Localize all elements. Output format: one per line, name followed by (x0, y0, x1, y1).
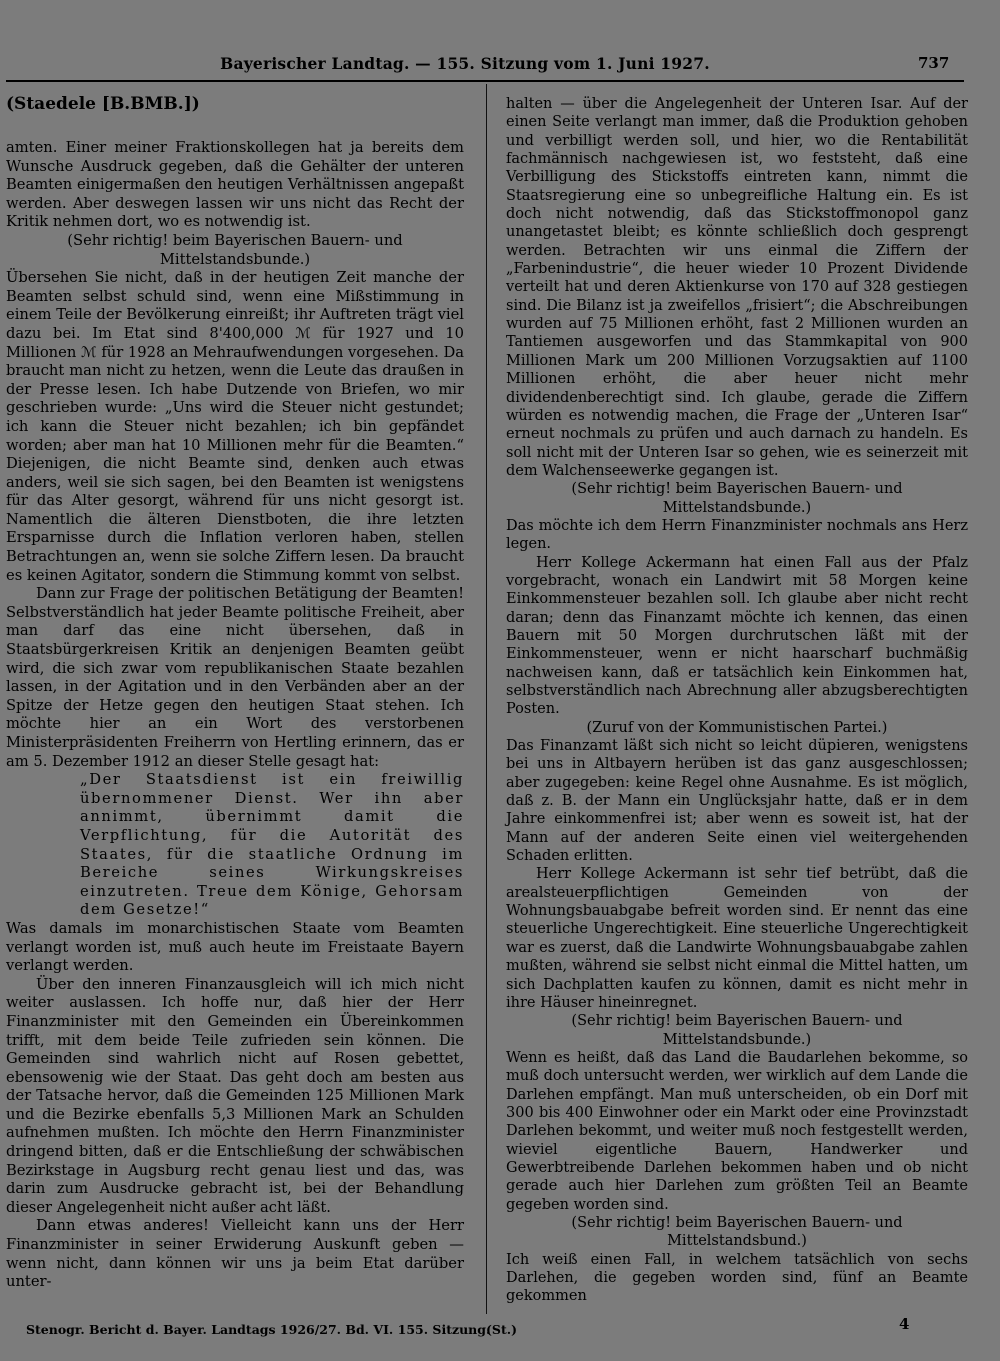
interjection: (Sehr richtig! beim Bayerischen Bauern- und Mittelstandsbunde.) (67, 231, 403, 268)
running-header (0, 54, 1000, 80)
interjection: (Sehr richtig! beim Bayerischen Bauern- und Mittelstandsbund.) (571, 1214, 903, 1250)
footer-source: Stenogr. Bericht d. Bayer. Landtags 1926/27. Bd. VI. 155. Sitzung. (26, 1322, 491, 1337)
paragraph: halten — über die Angelegenheit der Unteren Isar. Auf der einen Seite verlangt man immer, daß die Produktion gehoben und verbilligt werden soll, und hier, wo die Rentabilität fachmännisch nachgewiesen ist, wo feststeht, daß eine Verbilligung des Stickstoffs eintreten kann, nimmt die Staatsregierung eine so unbegreifliche Haltung ein. Es ist doch nicht notwendig, daß das Stickstoffmonopol ganz unangetastet bleibt; es könnte schließlich doch gesprengt werden. Betrachten wir uns einmal die Ziffern der „Farbenindustrie“, die heuer wieder 10 Prozent Dividende verteilt hat und deren Aktienkurse von 170 auf 328 gestiegen sind. Die Bilanz ist ja zweifellos „frisiert“; die Abschreibungen wurden auf 75 Millionen erhöht, fast 2 Millionen wurden an Tantiemen ausgeworfen und das Stammkapital von 900 Millionen Mark um 200 Millionen Vorzugsaktien auf 1100 Millionen erhöht, die aber heuer nicht mehr dividendenberechtigt sind. Ich glaube, gerade die Ziffern würden es notwendig machen, die Frage der „Unteren Isar“ erneut nochmals zu prüfen und auch darnach zu handeln. Es soll nicht mit der Unteren Isar so gehen, wie es seinerzeit mit dem Walchenseewerke gegangen ist. (506, 96, 968, 479)
page-footer (6, 1315, 966, 1344)
page-number: 737 (918, 54, 950, 72)
paragraph: Was damals im monarchistischen Staate vom Beamten verlangt worden ist, muß auch heute im Freistaate Bayern verlangt werden. (6, 919, 464, 975)
quotation: „Der Staatsdienst ist ein freiwillig übernommener Dienst. Wer ihn aber annimmt, übernimmt damit die Verpflichtung, für die Autorität des Staates, für die staatliche Ordnung im Bereiche seines Wirkungskreises einzutreten. Treue dem Könige, Gehorsam dem Gesetze!“ (80, 771, 464, 919)
paragraph: Über den inneren Finanzausgleich will ich mich nicht weiter auslassen. Ich hoffe nur, daß hier der Herr Finanzminister mit den Gemeinden ein Übereinkommen trifft, mit dem beide Teile zufrieden sein können. Die Gemeinden sind wahrlich nicht auf Rosen gebettet, ebensowenig wie der Staat. Das geht doch am besten aus der Tatsache hervor, daß die Gemeinden 125 Millionen Mark und die Bezirke ebenfalls 5,3 Millionen Mark an Schulden aufnehmen mußten. Ich möchte den Herrn Finanzminister dringend bitten, daß er die Entschließung der schwäbischen Bezirkstage in Augsburg recht genau liest und das, was darin zum Ausdrucke gebracht ist, bei der Behandlung dieser Angelegenheit nicht außer acht läßt. (6, 975, 464, 1216)
paragraph: Ich weiß einen Fall, in welchem tatsächlich von sechs Darlehen, die gegeben worden sind, fünf an Beamte gekommen (506, 1251, 968, 1305)
page-header-title: Bayerischer Landtag. — 155. Sitzung vom 1. Juni 1927. (220, 54, 710, 73)
footer-signature: 4 (899, 1315, 910, 1333)
paragraph: Dann etwas anderes! Vielleicht kann uns der Herr Finanzminister in seiner Erwiderung Auskunft geben — wenn nicht, dann können wir uns ja beim Etat darüber unter- (6, 1217, 464, 1291)
paragraph: Übersehen Sie nicht, daß in der heutigen Zeit manche der Beamten selbst schuld sind, wenn eine Mißstimmung in einem Teile der Bevölkerung einreißt; ihr Auftreten trägt viel dazu bei. Im Etat sind 8'400,000 ℳ für 1927 und 10 Millionen ℳ für 1928 an Mehraufwendungen vorgesehen. Da braucht man nicht zu hetzen, wenn die Leute das draußen in der Presse lesen. Ich habe Dutzende von Briefen, wo mir geschrieben wurde: „Uns wird die Steuer nicht gestundet; ich kann die Steuer nicht bezahlen; ich bin gepfändet worden; aber man hat 10 Millionen mehr für die Beamten.“ Diejenigen, die nicht Beamte sind, denken auch etwas anders, weil sie sich sagen, bei den Beamten ist wenigstens für das Alter gesorgt, während für uns nicht gesorgt ist. Namentlich die älteren Dienstboten, die ihre letzten Ersparnisse durch die Inflation verloren haben, stellen Betrachtungen an, wenn sie solche Ziffern lesen. Da braucht es keinen Agitator, sondern die Stimmung kommt von selbst. (6, 269, 464, 584)
paragraph: amten. Einer meiner Fraktionskollegen hat ja bereits dem Wunsche Ausdruck gegeben, daß die Gehälter der unteren Beamten einigermaßen den heutigen Verhältnissen angepaßt werden. Aber deswegen lassen wir uns nicht das Recht der Kritik nehmen dort, wo es notwendig ist. (6, 139, 464, 231)
interjection: (Sehr richtig! beim Bayerischen Bauern- und Mittelstandsbunde.) (571, 1013, 903, 1048)
paragraph: Dann zur Frage der politischen Betätigung der Beamten! Selbstverständlich hat jeder Beamte politische Freiheit, aber man darf das eine nicht übersehen, daß in Staatsbürgerkreisen Kritik an denjenigen Beamten geübt wird, die sich zwar vom republikanischen Staate bezahlen lassen, in der Agitation und in den Verbänden aber an der Spitze der Hetze gegen den heutigen Staat stehen. Ich möchte hier an ein Wort des verstorbenen Ministerpräsidenten Freiherrn von Hertling erinnern, das er am 5. Dezember 1912 an dieser Stelle gesagt hat: (6, 585, 464, 770)
paragraph: Herr Kollege Ackermann ist sehr tief betrübt, daß die arealsteuerpflichtigen Gemeinden von der Wohnungsbauabgabe befreit worden sind. Er nennt das eine steuerliche Ungerechtigkeit. Eine steuerliche Ungerechtigkeit war es zuerst, daß die Landwirte Wohnungsbauabgabe zahlen mußten, während sie selbst nicht einmal die Mittel hatten, um sich Dachplatten kaufen zu können, damit es nicht mehr in ihre Häuser hineinregnet. (506, 866, 968, 1011)
header-rule (6, 80, 964, 82)
paragraph: Das Finanzamt läßt sich nicht so leicht düpieren, wenigstens bei uns in Altbayern herüben ist das ganz ausgeschlossen; aber zugegeben: keine Regel ohne Ausnahme. Es ist möglich, daß z. B. der Mann ein Unglücksjahr hatte, daß er in dem Jahre einkommenfrei ist; aber wenn es soweit ist, hat der Mann auf der anderen Seite einen viel weitergehenden Schaden erlitten. (506, 738, 968, 865)
paragraph: Wenn es heißt, daß das Land die Baudarlehen bekomme, so muß doch untersucht werden, wer wirklich auf dem Lande die Darlehen empfängt. Man muß unterscheiden, ob ein Dorf mit 300 bis 400 Einwohner oder ein Markt oder eine Provinzstadt Darlehen bekommt, und weiter muß noch festgestellt werden, wieviel eigentliche Bauern, Handwerker und Gewerbtreibende Darlehen bekommen haben und ob nicht gerade auch hier Darlehen zum größten Teil an Beamte gegeben worden sind. (506, 1049, 968, 1213)
paragraph: Herr Kollege Ackermann hat einen Fall aus der Pfalz vorgebracht, wonach ein Landwirt mit 58 Morgen keine Einkommensteuer bezahlen soll. Ich glaube aber nicht recht daran; denn das Finanzamt möchte ich kennen, das einen Bauern mit 50 Morgen durchrutschen läßt mit der Einkommensteuer, wenn er nicht haarscharf buchmäßig nachweisen kann, daß er tatsächlich kein Einkommen hat, selbstverständlich nach Abrechnung aller abzugsberechtigten Posten. (506, 554, 968, 718)
speaker-label: (Staedele [B.BMB.]) (6, 94, 200, 114)
interjection: (Sehr richtig! beim Bayerischen Bauern- und Mittelstandsbunde.) (571, 481, 903, 516)
interjection: (Zuruf von der Kommunistischen Partei.) (586, 719, 888, 736)
footer-code: (St.) (486, 1322, 517, 1337)
right-column (506, 95, 968, 1306)
left-column (6, 93, 464, 1292)
column-divider (486, 84, 487, 1314)
paragraph: Das möchte ich dem Herrn Finanzminister nochmals ans Herz legen. (506, 517, 968, 553)
